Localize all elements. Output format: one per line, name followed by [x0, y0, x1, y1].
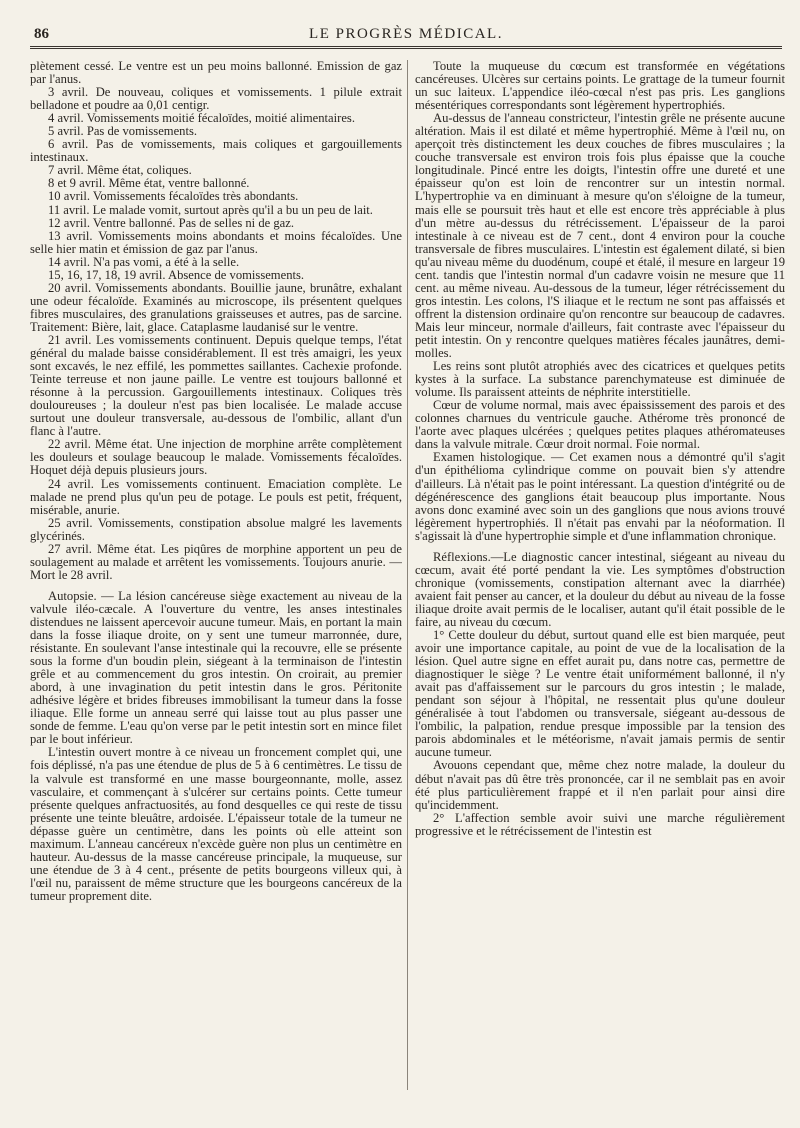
paragraph: 12 avril. Ventre ballonné. Pas de selles ni de gaz.: [48, 215, 294, 230]
paragraph: 8 et 9 avril. Même état, ventre ballonné.: [48, 176, 250, 191]
paragraph: 11 avril. Le malade vomit, surtout après qu'il a bu un peu de lait.: [48, 202, 373, 217]
paragraph: 4 avril. Vomissements moitié fécaloïdes, moitié alimentaires.: [48, 111, 355, 126]
paragraph: 21 avril. Les vomissements continuent. Depuis quelque temps, l'état général du malade baisse considérablement. Il est très amaigri, les yeux sont excavés, le nez effilé, les pommettes saillantes. Cachexie profonde. Teinte terreuse et non jaune paille. Le ventre est toujours ballonné et résonne à la percussion. Gargouillements intestinaux. Coliques très douloureuses ; la douleur n'est pas bien localisée. Le malade accuse surtout une douleur transversale, au-dessous de l'ombilic, allant d'un flanc à l'autre.: [30, 332, 402, 439]
paragraph: 2° L'affection semble avoir suivi une marche régulièrement progressive et le rétrécissement de l'intestin est: [415, 810, 785, 838]
paragraph: Avouons cependant que, même chez notre malade, la douleur du début n'avait pas dû être très prononcée, car il ne semblait pas en avoir été plus particulièrement frappé et il n'en parlait pour ainsi dire qu'incidemment.: [415, 758, 785, 812]
paragraph: 1° Cette douleur du début, surtout quand elle est bien marquée, peut avoir une importance capitale, au point de vue de la localisation de la lésion. Quel autre signe en effet aurait pu, dans notre cas, permettre de diagnostiquer le siège ? Le ventre était uniformément ballonné, il n'y avait pas d'affaissement sur le parcours du gros intestin ; le malade, pendant son séjour à l'hôpital, ne ressentait plus qu'une douleur généralisée à tout l'abdomen ou transversale, siégeant au-dessous de l'ombilic, la palpation, rendue presque impossible par la tension des parois abdominales et le météorisme, n'avait jamais permis de sentir aucune tumeur.: [415, 628, 785, 760]
paragraph: Autopsie. — La lésion cancéreuse siège exactement au niveau de la valvule iléo-cæcale. A l'ouverture du ventre, les anses intestinales distendues ne laissent apercevoir aucune tumeur. Mais, en portant la main dans la fosse iliaque droite, on y sent une tumeur marronnée, dure, résistante. En soulevant l'anse intestinale qui la recouvre, elle se présente sous la forme d'un boudin plein, siégeant à la terminaison de l'intestin grêle et au commencement du gros intestin. On croirait, au premier abord, à une invagination du petit intestin dans le gros. Péritonite adhésive légère et brides fibreuses immobilisant la tumeur dans la fosse iliaque. Elle forme un anneau serré qui laisse tout au plus passer une sonde de femme. L'eau qu'on verse par le petit intestin sort en mince filet par le bout inférieur.: [30, 588, 402, 747]
paragraph: Les reins sont plutôt atrophiés avec des cicatrices et quelques petits kystes à la surface. La substance parenchymateuse est diminuée de volume. Ils paraissent atteints de néphrite interstitielle.: [415, 359, 785, 400]
header-rule: [30, 46, 782, 49]
paragraph: 15, 16, 17, 18, 19 avril. Absence de vomissements.: [48, 267, 305, 282]
paragraph: 25 avril. Vomissements, constipation absolue malgré les lavements glycérinés.: [30, 515, 402, 543]
paragraph: Réflexions.—Le diagnostic cancer intestinal, siégeant au niveau du cœcum, avait été porté pendant la vie. Les symptômes d'obstruction chronique (vomissements, constipation alternant avec la diarrhée) avaient fait penser au cancer, et la douleur du début au niveau de la fosse iliaque droite avait permis de le localiser, autant qu'il était possible de le faire, au niveau du cœcum.: [415, 549, 785, 629]
right-column: [415, 60, 785, 1120]
paragraph: Cœur de volume normal, mais avec épaississement des parois et des colonnes charnues du ventricule gauche. Athérome très prononcé de l'aorte avec plaques ulcérées ; quelques petites plaques athéromateuses dans la valvule mitrale. Cœur droit normal. Foie normal.: [415, 398, 785, 452]
paragraph: 3 avril. De nouveau, coliques et vomissements. 1 pilule extrait belladone et poudre aa 0,01 centigr.: [30, 85, 402, 113]
page-header: [30, 26, 782, 44]
paragraph: 22 avril. Même état. Une injection de morphine arrête complètement les douleurs et soulage beaucoup le malade. Vomissements fécaloïdes. Hoquet déjà depuis plusieurs jours.: [30, 437, 402, 478]
paragraph: plètement cessé. Le ventre est un peu moins ballonné. Emission de gaz par l'anus.: [30, 60, 402, 87]
paragraph: 13 avril. Vomissements moins abondants et moins fécaloïdes. Une selle hier matin et émission de gaz par l'anus.: [30, 228, 402, 256]
column-divider: [407, 60, 408, 1090]
paragraph: 10 avril. Vomissements fécaloïdes très abondants.: [48, 189, 299, 204]
left-column: [30, 60, 402, 1120]
paragraph: 7 avril. Même état, coliques.: [48, 163, 192, 178]
paragraph: L'intestin ouvert montre à ce niveau un froncement complet qui, une fois déplissé, n'a pas une étendue de plus de 5 à 6 centimètres. Le tissu de la valvule est transformé en une masse bourgeonnante, molle, assez vasculaire, et commençant à s'ulcérer sur certains points. Cette tumeur présente quelques anfractuosités, au fond desquelles ce qui reste de tissu présente une teinte bleuâtre, ardoisée. L'épaisseur totale de la tumeur ne dépasse guère un centimètre, dans les points où elle atteint son maximum. L'anneau cancéreux n'excède guère non plus un centimètre en hauteur. Au-dessus de la masse cancéreuse principale, la muqueuse, sur une étendue de 3 à 4 cent., présente de petits bourgeons villeux qui, à l'œil nu, paraissent de même structure que les bourgeons cancéreux de la tumeur proprement dite.: [30, 745, 402, 903]
paragraph: Examen histologique. — Cet examen nous a démontré qu'il s'agit d'un épithélioma cylindrique comme on pouvait bien s'y attendre d'ailleurs. Là n'était pas le point intéressant. La question d'intégrité ou de dégénérescence des ganglions était beaucoup plus importante. Nous avons donc examiné avec soin un des ganglions que nous avions trouvé légèrement hypertrophiés. Il n'était pas envahi par la néoformation. Il s'agissait là d'une hypertrophie simple et d'une inflammation chronique.: [415, 450, 785, 543]
paragraph: Toute la muqueuse du cœcum est transformée en végétations cancéreuses. Ulcères sur certains points. Le grattage de la tumeur fournit un suc laiteux. L'appendice iléo-cœcal n'est pas pris. Les ganglions mésentériques correspondants sont légèrement hypertrophiés.: [415, 60, 785, 113]
paragraph: 27 avril. Même état. Les piqûres de morphine apportent un peu de soulagement au malade et arrêtent les vomissements. Toujours anurie. — Mort le 28 avril.: [30, 541, 402, 582]
paragraph: 20 avril. Vomissements abondants. Bouillie jaune, brunâtre, exhalant une odeur fécaloïde. Examinés au microscope, ils présentent quelques fibres musculaires, des granulations graisseuses et autres, pas de sarcine. Traitement: Bière, lait, glace. Cataplasme laudanisé sur le ventre.: [30, 280, 402, 334]
paragraph: Au-dessus de l'anneau constricteur, l'intestin grêle ne présente aucune altération. Mais il est dilaté et même hypertrophié. Même à l'œil nu, on aperçoit très distinctement les deux couches de fibres musculaires ; la couche transversale est environ trois fois plus épaisse que la couche longitudinale. Pincé entre les doigts, l'intestin offre une dureté et une épaisseur qu'on est loin de rencontrer sur un intestin normal. L'hypertrophie va en diminuant à mesure qu'on s'éloigne de la tumeur, mais elle se poursuit très haut et elle est encore très appréciable à plus d'un mètre au-dessus du rétrécissement. L'épaisseur de la paroi intestinale à ce niveau est de 7 cent., dont 4 environ pour la couche transversale de fibres musculaires. L'intestin est également dilaté, si bien qu'au niveau même du duodénum, coupé et étalé, il mesure en largeur 19 cent. tandis que l'intestin normal d'un cadavre voisin ne mesure que 11 cent. au même niveau. Au-dessous de la tumeur, léger rétrécissement du gros intestin. Les colons, l'S iliaque et le rectum ne sont pas affaissés et offrent la distension ordinaire qu'on rencontre sur beaucoup de cadavres. Mais leur minceur, normale d'ailleurs, fait contraste avec l'épaisseur du petit intestin. On y rencontre quelques matières fécales jaunâtres, demi-molles.: [415, 111, 785, 361]
running-title: LE PROGRÈS MÉDICAL.: [309, 26, 503, 42]
paragraph: 5 avril. Pas de vomissements.: [48, 124, 198, 139]
page-number: 86: [34, 26, 49, 42]
paragraph: 6 avril. Pas de vomissements, mais coliques et gargouillements intestinaux.: [30, 137, 402, 165]
paragraph: 24 avril. Les vomissements continuent. Emaciation complète. Le malade ne prend plus qu'un peu de potage. Le pouls est petit, fréquent, misérable, anurie.: [30, 476, 402, 517]
paragraph: 14 avril. N'a pas vomi, a été à la selle.: [48, 254, 240, 269]
